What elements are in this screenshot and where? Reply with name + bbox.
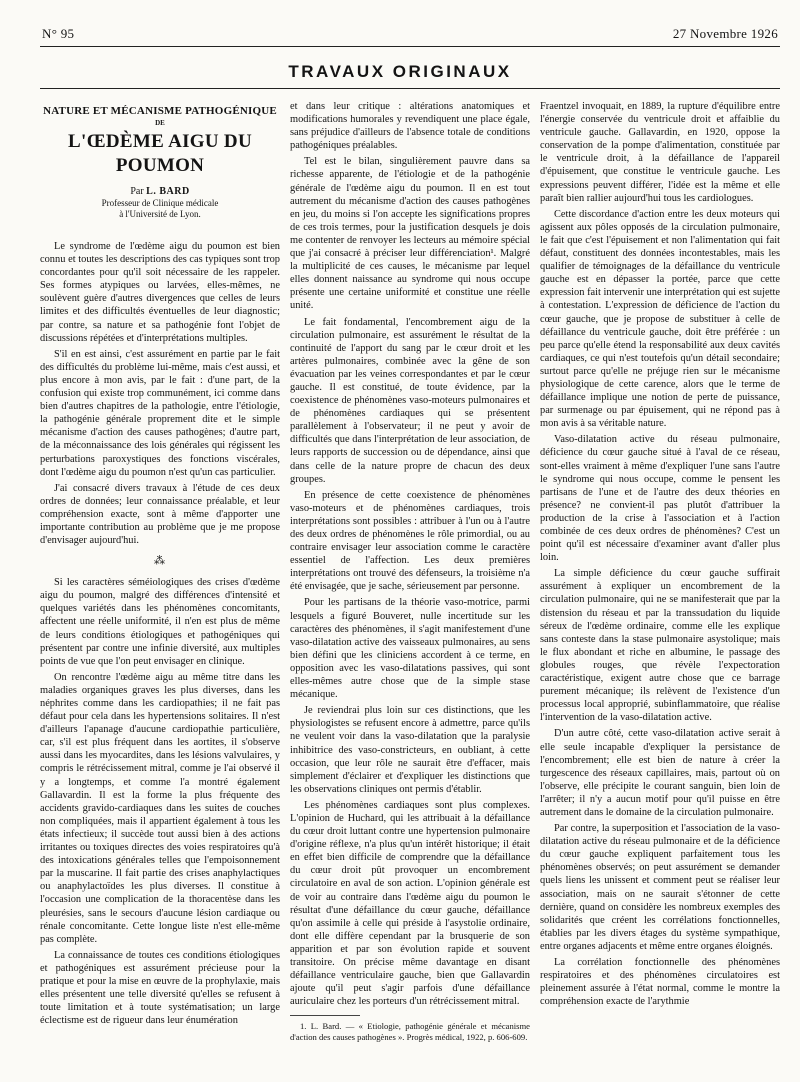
byline-par: Par [130,186,144,197]
footnote: 1. L. Bard. — « Etiologie, pathogénie générale et mécanisme d'action des causes pathogènes ». Progrès médical, 1922, p. 606-609. [290,1021,530,1042]
paragraph: Par contre, la superposition et l'association de la vaso-dilatation active du réseau pulmonaire et de la déficience du cœur gauche expliquent parfaitement tous les phénomènes observés; on peut assurément se demander quels liens les unissent et comment peut se réaliser leur association, mais on ne saurait s'étonner de cette dernière, quand on considère les nombreux exemples des solidarités que créent les corrélations fonctionnelles, établies par les divers étages du système sympathique, entre organes adjacents et même entre organes éloignés. [540,823,780,952]
paragraph: S'il en est ainsi, c'est assurément en partie par le fait des difficultés du problème lui-même, mais c'est aussi, et plus encore à mon avis, par le fait : d'une part, de la confusion qui existe trop communément, ici comme dans bien d'autres chapitres de la pathologie, entre l'étiologie, la pathogénie générale proprement dite et le simple mécanisme d'action des causes pathogènes; d'autre part, de la méconnaissance des lois générales qui régissent les perturbations paroxystiques des fonctions viscérales, dont l'œdème aigu du poumon n'est qu'un cas particulier. [40,348,280,478]
paragraph: Si les caractères séméiologiques des crises d'œdème aigu du poumon, malgré des différences d'intensité et quelques variétés dans les phénomènes concomitants, affectent une réelle uniformité, il n'en est plus de même de leurs conditions étiologiques et pathogéniques qui présentent par contre une infinie diversité, aux multiples points de vue que l'on peut envisager en clinique. [40,577,280,667]
header-rule [40,46,780,47]
issue-date: 27 Novembre 1926 [672,26,778,41]
section-separator: ⁂ [154,555,166,568]
paragraph-continued: et dans leur critique : altérations anatomiques et modifications humorales y revendiquent une place égale, sans préjudice d'ailleurs de l'absence totale de conditions pathogéniques préalables. [290,101,530,152]
paragraph: Je reviendrai plus loin sur ces distinctions, que les physiologistes se refusent encore à admettre, parce qu'ils ne veulent voir dans la vaso-dilatation que la paralysie inhibitrice des vaso-constricteurs, en oubliant, à cette occasion, que leur rôle ne saurait être d'effacer, mais simplement d'éclairer et d'expliquer les distinctions que les observations cliniques ont permis d'établir. [290,705,530,795]
paragraph: Pour les partisans de la théorie vaso-motrice, parmi lesquels a figuré Bouveret, nulle incertitude sur les caractères des phénomènes, il s'agit manifestement d'une vaso-dilatation active des vaisseaux pulmonaires, au sens bien défini que les cliniciens accordent à ce terme, en opposition avec les vaso-dilatations passives, qui sont elles-mêmes autre chose que de la simple stase mécanique. [290,597,530,701]
paragraph: Tel est le bilan, singulièrement pauvre dans sa richesse apparente, de l'étiologie et de la pathogénie générale de l'œdème aigu du poumon. Il en est tout autrement du mécanisme d'action des causes pathogènes en jeu, du moins si l'on accepte les significations propres de ces trois termes, pour la justification desquels je dois me contenter de renvoyer les lecteurs au mémoire spécial que j'ai consacré à préciser leur différenciation¹. Malgré la multiplicité de ces causes, le mécanisme par lequel elles donnent naissance au syndrome qui nous occupe présente une certaine uniformité et constitue une réelle unité. [290,156,530,312]
author-affiliation-1: Professeur de Clinique médicale [101,198,219,208]
paragraph: La simple déficience du cœur gauche suffirait assurément à expliquer un encombrement de la circulation pulmonaire, qui ne se manifesterait que par la distension du réseau et par la transsudation du liquide séreux de l'œdème ordinaire, comme elle les explique sans conteste dans la stase pulmonaire asystolique; mais le flux abondant et riche en albumine, le passage des globules rouges, que révèle l'expectoration caractéristique, exigent autre chose que ce barrage purement mécanique; ils relèvent de l'existence d'un processus local approprié, subinflammatoire, que réalise l'intervention de la vaso-dilatation active. [540,568,780,724]
author-name: L. BARD [146,186,190,197]
paragraph: Le fait fondamental, l'encombrement aigu de la circulation pulmonaire, est assurément le résultat de la continuité de l'apport du sang par le cœur droit et les artères pulmonaires, combinée avec la gêne de son évacuation par les veines correspondantes et par le cœur gauche. Il est constitué, de toute évidence, par la coexistence de phénomènes vaso-moteurs pulmonaires et de phénomènes cardiaques qui se présentent parallèlement à l'observateur; il ne peut y avoir de difficultés que dans l'interprétation de leur association, de leurs rapports de succession ou de dépendance, ainsi que dans celle de la nature propre de chacun des deux groupes. [290,316,530,485]
issue-number: N° 95 [42,26,75,41]
article-kicker-de: DE [155,119,165,127]
article-heading [40,100,280,240]
column-1 [40,100,280,1070]
paragraph: J'ai consacré divers travaux à l'étude de ces deux ordres de données; leur connaissance préalable, et leur compréhension exacte, sont à même d'apporter une importante contribution au problème que je me propose d'envisager aujourd'hui. [40,482,280,547]
section-rule [40,88,780,89]
paragraph: Le syndrome de l'œdème aigu du poumon est bien connu et toutes les descriptions des cas typiques sont trop concordantes pour qu'il soit nécessaire de les rappeler. Ses formes atypiques ou larvées, elles-mêmes, ne soulèvent guère d'autres divergences que celles de leurs limites et des difficultés éventuelles de leur diagnostic; par contre, sa nature et sa pathogénie font l'objet de discussions répétées et d'interprétations multiples. [40,241,280,344]
column-3 [540,100,780,1070]
paragraph: La corrélation fonctionnelle des phénomènes respiratoires et des phénomènes circulatoires est pleinement assurée à l'état normal, comme le montre la compréhension exacte de l'arythmie [540,957,780,1008]
paragraph: En présence de cette coexistence de phénomènes vaso-moteurs et de phénomènes cardiaques, trois interprétations sont possibles : attribuer à l'un ou à l'autre des deux ordres de phénomènes le rôle primordial, ou au contraire envisager leur association comme le caractère essentiel de l'affection. Les deux premières interprétations ont trouvé des défenseurs, la troisième n'a été envisagée, que je sache, sérieusement par personne. [290,489,530,593]
article-columns [40,100,780,1070]
running-header [42,26,778,42]
paragraph: On rencontre l'œdème aigu au même titre dans les maladies organiques graves les plus diverses, dans les néphrites comme dans les cardiopathies; il ne fait pas défaut pour cela dans les hypertensions solitaires. Il n'est d'ailleurs l'apanage d'aucune cardiopathie particulière, car, s'il est plus fréquent dans les aortites, il s'observe aussi dans les myocardites, dans les lésions valvulaires, y compris le rétrécissement mitral, comme je l'ai observé il y a longtemps, et comme l'a montré également Gallavardin. Il est la forme la plus fréquente des accidents gravido-cardiaques dans les suites de couches non compliquées, mais il appartient également à tous les états infectieux; il succède tout aussi bien à des actions irritantes ou toxiques directes des voies respiratoires qu'à des intoxications générales telles que l'empoisonnement par la muscarine. Il fait partie des crises anaphylactiques ou anaphylactoïdes les plus diverses. Il constitue à l'occasion une complication de la thoracentèse dans les pleurésies, sans le secours d'aucune lésion cardiaque ou rénale concomitante. Cette longue liste n'est elle-même pas complète. [40,671,280,945]
author-affiliation-2: à l'Université de Lyon. [119,209,201,219]
paragraph: D'un autre côté, cette vaso-dilatation active serait à elle seule incapable d'expliquer la persistance de l'encombrement; elle est bien de nature à créer la turgescence des réseaux capillaires, mais, partout où on l'observe, elle précipite le courant sanguin, bien loin de l'arrêter; il n'y a aucun motif pour qu'il puisse en être autrement dans le domaine de la circulation pulmonaire. [540,728,780,818]
paragraph-continued: Fraentzel invoquait, en 1889, la rupture d'équilibre entre l'énergie conservée du ventricule droit et affaiblie du ventricule gauche. Gallavardin, en 1920, oppose la conservation de la pompe d'alimentation, constituée par le ventricule droit, à la défaillance de l'appareil d'épuisement, que constitue le ventricule gauche. Les expressions peuvent différer, l'idée est la même et elle paraît bien rallier aujourd'hui tous les cardiologues. [540,101,780,204]
footnote-rule [290,1015,360,1016]
paragraph: Vaso-dilatation active du réseau pulmonaire, déficience du cœur gauche situé à l'aval de ce réseau, sont-elles vraiment à même d'expliquer l'une sans l'autre le syndrome qui nous occupe, comme le pensent les partisans de l'une et de l'autre des deux théories en présence? ne convient-il pas plutôt d'attribuer la production de la crise à l'association et à l'action combinée de ces deux ordres de phénomènes? C'est un point qu'il est nécessaire d'examiner avant d'aller plus loin. [540,434,780,564]
paragraph: Les phénomènes cardiaques sont plus complexes. L'opinion de Huchard, qui les attribuait à la défaillance du cœur droit luttant contre une hypertension pulmonaire d'origine réflexe, n'a plus qu'un intérêt historique; il était en effet bien difficile de comprendre que la défaillance du cœur droit pût provoquer un encombrement circulatoire en aval de son action. L'opinion générale est de voir au contraire dans l'œdème aigu du poumon le résultat d'une défaillance du cœur gauche, défaillance qu'on assimile à celle qui préside à l'asystolie ordinaire, dont elle diffère cependant par la brusquerie de son apparition et par son évolution rapide et souvent transitoire. On précise même davantage en disant défaillance ventriculaire gauche, bien que Gallavardin ajoute qu'il peut s'agir parfois d'une défaillance auriculaire chez les porteurs d'un rétrécissement mitral. [290,799,530,1008]
paragraph: La connaissance de toutes ces conditions étiologiques et pathogéniques est assurément précieuse pour la pratique et pour la mise en œuvre de la prophylaxie, mais elles présentent une telle diversité qu'elles se refusent à toute limitation et à toute systématisation; un large éclectisme est de rigueur dans leur énumération [40,949,280,1027]
byline [40,186,280,198]
article-kicker: NATURE ET MÉCANISME PATHOGÉNIQUE [43,105,277,117]
column-2 [290,100,530,1070]
article-title: L'ŒDÈME AIGU DU POUMON [68,131,252,176]
paragraph: Cette discordance d'action entre les deux moteurs qui agissent aux pôles opposés de la circulation pulmonaire, le fait que c'est l'épuisement et non l'alimentation qui fait défaut, constituent des données incontestables, mais les qualifier de témoignages de la défaillance du ventricule gauche est en dépasser la portée, parce que cette expression fait intervenir une interprétation qui est sujette à contestation. L'expression de déficience de l'action du cœur gauche, que je propose de substituer à celle de défaillance du ventricule gauche, doit être préférée : un peu parce qu'elle étend la responsabilité aux deux cavités cardiaques, ce qui n'est toutefois qu'un détail secondaire; surtout parce qu'elle ne préjuge rien sur le mécanisme physiologique de cette carence, alors que le terme de défaillance implique une notion de perte de puissance, par surmenage ou par épuisement, qui ne répond pas à mon avis à sa véritable nature. [540,208,780,430]
section-title: TRAVAUX ORIGINAUX [288,62,512,81]
